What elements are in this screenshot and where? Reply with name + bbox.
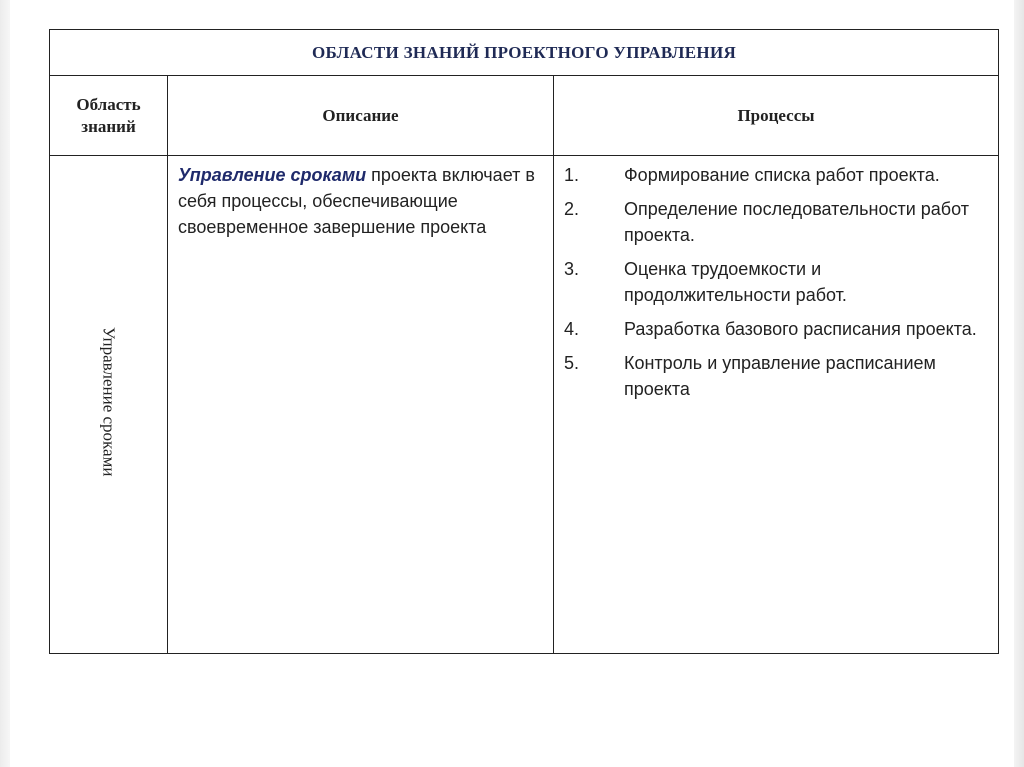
header-area-line2: знаний bbox=[81, 116, 136, 136]
list-item-text: Контроль и управление расписанием проекта bbox=[624, 353, 936, 399]
table-title: ОБЛАСТИ ЗНАНИЙ ПРОЕКТНОГО УПРАВЛЕНИЯ bbox=[50, 30, 999, 76]
area-name: Управление сроками bbox=[99, 327, 119, 477]
list-item-number: 4. bbox=[564, 319, 580, 339]
header-row bbox=[50, 76, 999, 156]
list-item bbox=[564, 162, 988, 188]
list-item bbox=[564, 196, 988, 248]
list-item-number: 2. bbox=[564, 199, 580, 219]
list-item bbox=[564, 256, 988, 308]
header-area bbox=[50, 76, 168, 156]
description-cell bbox=[168, 156, 554, 654]
list-item-number: 5. bbox=[564, 353, 580, 373]
list-item-text: Определение последовательности работ проекта. bbox=[624, 199, 969, 245]
area-cell bbox=[50, 156, 168, 654]
knowledge-areas-table bbox=[49, 29, 999, 654]
list-item-number: 1. bbox=[564, 165, 580, 185]
header-description: Описание bbox=[168, 76, 554, 156]
list-item-text: Оценка трудоемкости и продолжительности работ. bbox=[624, 259, 847, 305]
list-item-text: Разработка базового расписания проекта. bbox=[624, 319, 977, 339]
description-text: проекта включает в себя процессы, обеспечивающие своевременное завершение проекта bbox=[178, 165, 535, 237]
title-row bbox=[50, 30, 999, 76]
page-edge-right bbox=[1014, 0, 1024, 767]
header-processes: Процессы bbox=[554, 76, 999, 156]
page-edge-left bbox=[0, 0, 10, 767]
table-row bbox=[50, 156, 999, 654]
description-emphasis: Управление сроками bbox=[178, 165, 367, 185]
list-item-number: 3. bbox=[564, 259, 580, 279]
list-item-text: Формирование списка работ проекта. bbox=[624, 165, 940, 185]
list-item bbox=[564, 350, 988, 402]
processes-cell bbox=[554, 156, 999, 654]
list-item bbox=[564, 316, 988, 342]
header-area-line1: Область bbox=[76, 94, 141, 114]
